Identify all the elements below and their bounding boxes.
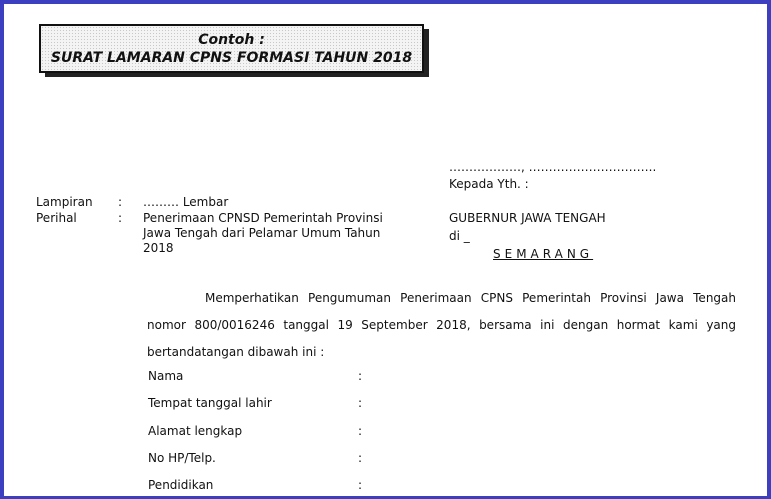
recipient-city: SEMARANG: [493, 247, 594, 261]
title-line-1: Contoh :: [198, 32, 265, 48]
lampiran-colon: :: [118, 195, 123, 209]
field-colon: :: [358, 451, 363, 465]
field-colon: :: [358, 396, 363, 410]
perihal-colon: :: [118, 211, 123, 225]
recipient-name: GUBERNUR JAWA TENGAH: [449, 211, 606, 225]
perihal-line: Jawa Tengah dari Pelamar Umum Tahun: [143, 226, 381, 240]
perihal-line: 2018: [143, 241, 174, 255]
perihal-value: [143, 211, 403, 256]
kepada-label: Kepada Yth. :: [449, 177, 529, 191]
field-label-nama: Nama: [148, 369, 184, 383]
field-label-alamat: Alamat lengkap: [148, 424, 243, 438]
lampiran-label: Lampiran: [36, 195, 93, 209]
perihal-label: Perihal: [36, 211, 77, 225]
recipient-di: di _: [449, 229, 470, 243]
perihal-line: Penerimaan CPNSD Pemerintah Provinsi: [143, 211, 383, 225]
title-box: [39, 24, 424, 73]
field-label-no-hp: No HP/Telp.: [148, 451, 216, 465]
place-date-line: ………………, …………………………..: [449, 160, 657, 174]
lampiran-value: ……… Lembar: [143, 195, 229, 209]
field-label-tempat-tanggal-lahir: Tempat tanggal lahir: [148, 396, 272, 410]
field-colon: :: [358, 424, 363, 438]
field-colon: :: [358, 478, 363, 492]
title-line-2: SURAT LAMARAN CPNS FORMASI TAHUN 2018: [50, 50, 413, 66]
opening-paragraph: Memperhatikan Pengumuman Penerimaan CPNS Pemerintah Provinsi Jawa Tengah nomor 800/0016246 tanggal 19 September 2018, bersama ini dengan hormat kami yang bertandatangan dibawah ini :: [147, 291, 736, 359]
field-colon: :: [358, 369, 363, 383]
field-label-pendidikan: Pendidikan: [148, 478, 214, 492]
